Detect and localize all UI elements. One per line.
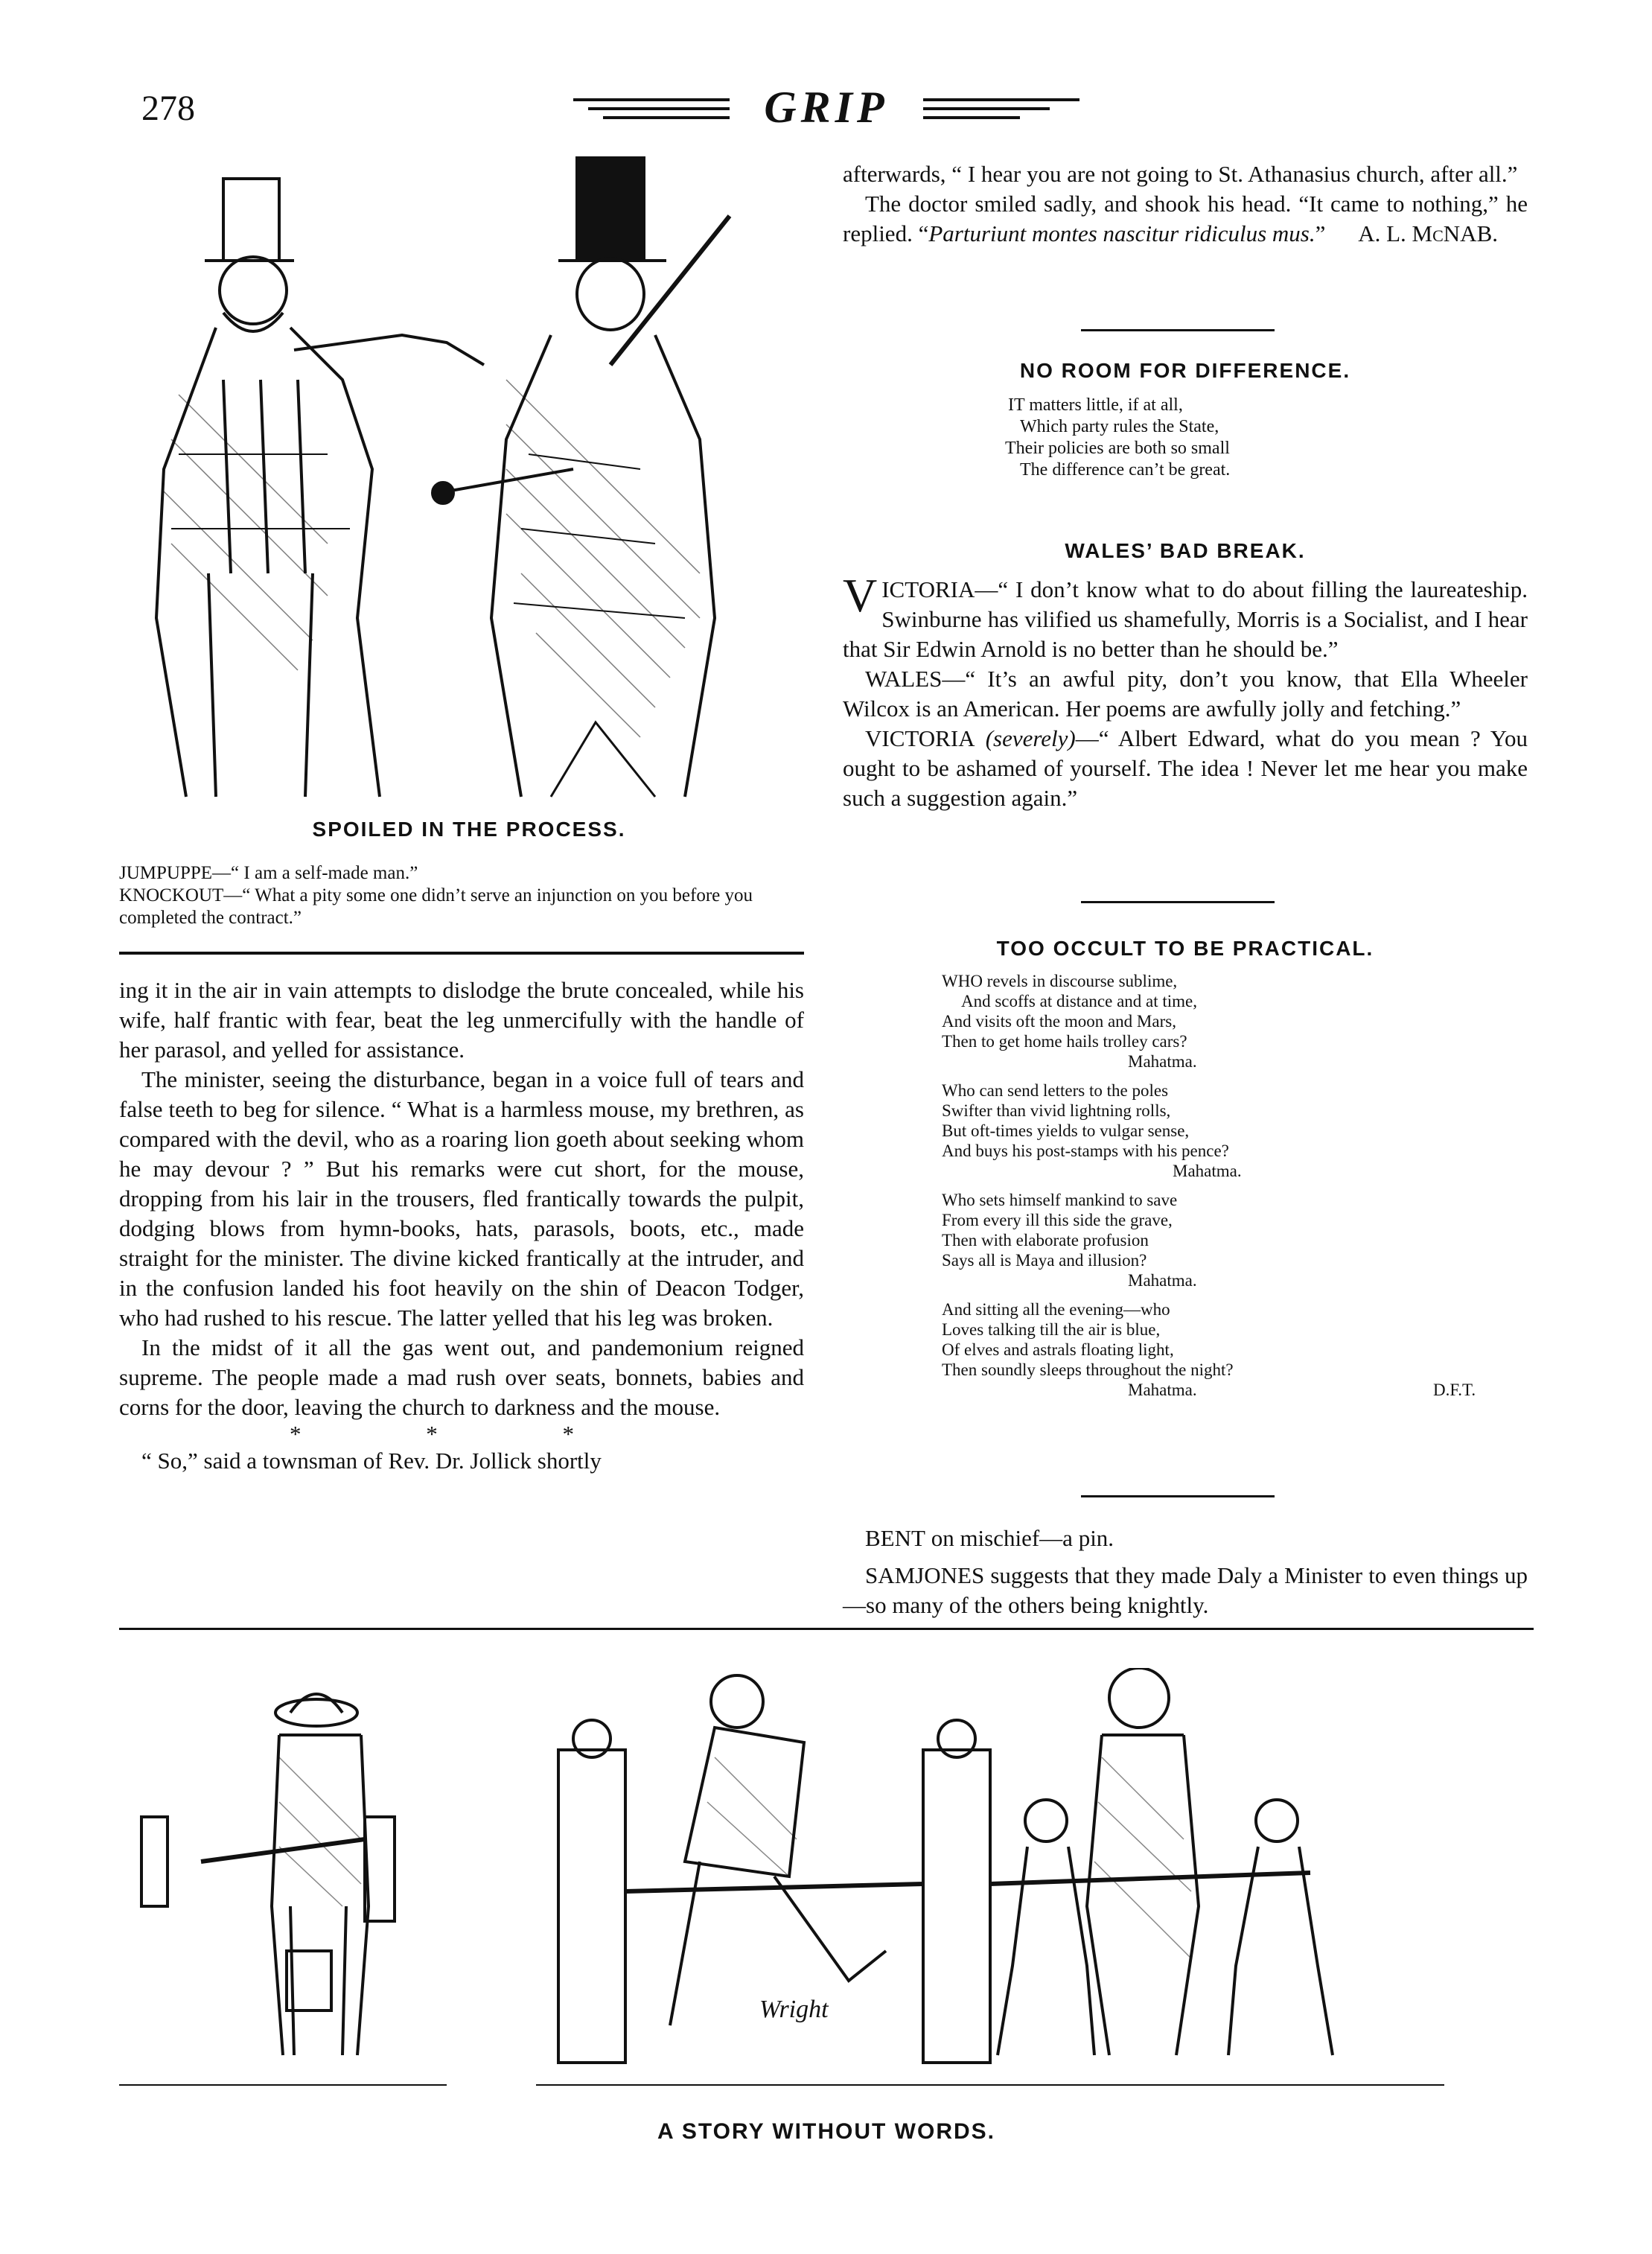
poem-line: And visits oft the moon and Mars, (942, 1012, 1176, 1031)
poem-line: But oft-times yields to vulgar sense, (942, 1121, 1190, 1140)
caption-knockout: KNOCKOUT—“ What a pity some one didn’t serve an injunction on you before you completed the contract.” (119, 885, 753, 928)
divider (1081, 329, 1275, 331)
poem-line: Their policies are both so small (1005, 439, 1230, 458)
squib-1 (843, 1524, 1528, 1553)
wales-p3 (843, 724, 1528, 813)
right-story-p2b: ” (1315, 220, 1326, 246)
squibs (843, 1524, 1528, 1620)
squib-1-lead: BENT (865, 1525, 925, 1551)
no-room-poem (1005, 395, 1377, 481)
bottom-divider (119, 1628, 1534, 1630)
left-story (119, 975, 804, 1476)
left-story-p1: ing it in the air in vain attempts to dislodge the brute concealed, while his wife, half frantic with fear, beat the leg unmercifully with the handle of her parasol, and yelled for assistance. (119, 977, 804, 1063)
occult-poem (942, 971, 1530, 1400)
wales-p1 (843, 569, 1528, 664)
wales-p3-text: —“ Albert Edward, what do you mean ? You ought to be ashamed of yourself. The idea ! Never let me hear you make such a suggestion again.” (843, 725, 1528, 811)
wales-story (843, 569, 1528, 813)
poem-line: Which party rules the State, (1020, 417, 1219, 436)
poem-line: Of elves and astrals floating light, (942, 1340, 1174, 1359)
caption-jumpuppe: JUMPUPPE—“ I am a self-made man.” (119, 863, 418, 883)
wales-p2 (843, 664, 1528, 724)
refrain: Mahatma. (1128, 1052, 1197, 1071)
poem-line: Swifter than vivid lightning rolls, (942, 1101, 1171, 1120)
spoiled-caption (119, 862, 804, 929)
spoiled-cartoon-illustration (134, 156, 804, 812)
spoiled-title: SPOILED IN THE PROCESS. (312, 818, 626, 841)
masthead-title: GRIP (764, 83, 889, 132)
stanza-1 (942, 971, 1530, 1072)
squib-1-text: on mischief—a pin. (925, 1525, 1114, 1551)
drop-cap: V (843, 569, 878, 622)
masthead (558, 82, 1094, 136)
right-story-p2a: The doctor smiled sadly, and shook his head. “It came to nothing,” he replied. “ (843, 191, 1528, 246)
poem-line: Who sets himself mankind to save (942, 1191, 1178, 1209)
left-column-divider (119, 952, 804, 955)
section-stars: * * * (290, 1421, 634, 1447)
poem-line: Says all is Maya and illusion? (942, 1251, 1147, 1270)
right-story-p1: afterwards, “ I hear you are not going to St. Athanasius church, after all.” (843, 161, 1518, 187)
poem-line: And scoffs at distance and at time, (961, 992, 1198, 1010)
poem-line: And sitting all the evening—who (942, 1300, 1170, 1319)
occult-title: TOO OCCULT TO BE PRACTICAL. (996, 937, 1374, 960)
refrain: Mahatma. (1128, 1381, 1197, 1399)
divider (1081, 1495, 1275, 1497)
divider (1081, 901, 1275, 903)
poem-line: Then to get home hails trolley cars? (942, 1032, 1187, 1051)
story-without-words-title: A STORY WITHOUT WORDS. (657, 2119, 995, 2144)
left-story-p3: In the midst of it all the gas went out, and pandemonium reigned supreme. The people made a mad rush over seats, bonnets, babies and corns for the door, leaving the church to darkness and the mouse. (119, 1334, 804, 1420)
poem-line: WHO revels in discourse sublime, (942, 972, 1178, 990)
squib-2 (843, 1561, 1528, 1620)
poem-line: Loves talking till the air is blue, (942, 1320, 1161, 1339)
poem-line: The difference can’t be great. (1020, 460, 1231, 480)
refrain: Mahatma. (1173, 1162, 1242, 1180)
stage-direction: (severely) (985, 725, 1076, 751)
poem-line: Then soundly sleeps throughout the night? (942, 1360, 1234, 1379)
speaker-victoria: VICTORIA (865, 725, 975, 751)
stanza-3 (942, 1190, 1530, 1290)
left-story-p4: “ So,” said a townsman of Rev. Dr. Jollick shortly (141, 1448, 602, 1474)
stanza-4 (942, 1299, 1530, 1400)
story-without-words-illustration (119, 1668, 1534, 2100)
squib-2-text: suggests that they made Daly a Minister to even things up —so many of the others being knightly. (843, 1562, 1528, 1618)
squib-2-lead: SAMJONES (865, 1562, 985, 1588)
wales-p1-text: ICTORIA—“ I don’t know what to do about filling the laureateship. Swinburne has vilified us shamefully, Morris is a Socialist, and I hear that Sir Edwin Arnold is no better than he should be.” (843, 576, 1528, 662)
stanza-2 (942, 1080, 1530, 1181)
latin-quote: Parturiunt montes nascitur ridiculus mus. (928, 220, 1315, 246)
wales-p2-text: —“ It’s an awful pity, don’t you know, that Ella Wheeler Wilcox is an American. Her poems are awfully jolly and fetching.” (843, 666, 1528, 722)
poem-line: Then with elaborate profusion (942, 1231, 1149, 1249)
speaker-wales: WALES (865, 666, 943, 692)
poem-signature: D.F.T. (1433, 1381, 1476, 1399)
poem-line: And buys his post-stamps with his pence? (942, 1142, 1229, 1160)
poem-line: From every ill this side the grave, (942, 1211, 1173, 1229)
poem-line: IT matters little, if at all, (1008, 395, 1183, 415)
author-signature: A. L. McNAB. (1358, 220, 1498, 246)
artist-signature: Wright (759, 1996, 829, 2023)
left-story-p2: The minister, seeing the disturbance, began in a voice full of tears and false teeth to beg for silence. “ What is a harmless mouse, my brethren, as compared with the devil, who as a roaring lion goeth about seeking whom he may devour ? ” But his remarks were cut short, for the mouse, dropping from his lair in the trousers, fled frantically towards the pulpit, dodging blows from hymn-books, hats, parasols, boots, etc., made straight for the minister. The divine kicked frantically at the intruder, and in the confusion landed his foot heavily on the shin of Deacon Todger, who had rushed to his rescue. The latter yelled that his leg was broken. (119, 1066, 804, 1331)
right-story-p2 (843, 189, 1528, 249)
page-number: 278 (141, 89, 195, 128)
wales-title: WALES’ BAD BREAK. (1065, 539, 1306, 562)
refrain: Mahatma. (1128, 1271, 1197, 1290)
final-refrain (942, 1380, 1530, 1400)
no-room-title: NO ROOM FOR DIFFERENCE. (1019, 359, 1351, 382)
right-story (843, 159, 1528, 249)
poem-line: Who can send letters to the poles (942, 1081, 1169, 1100)
